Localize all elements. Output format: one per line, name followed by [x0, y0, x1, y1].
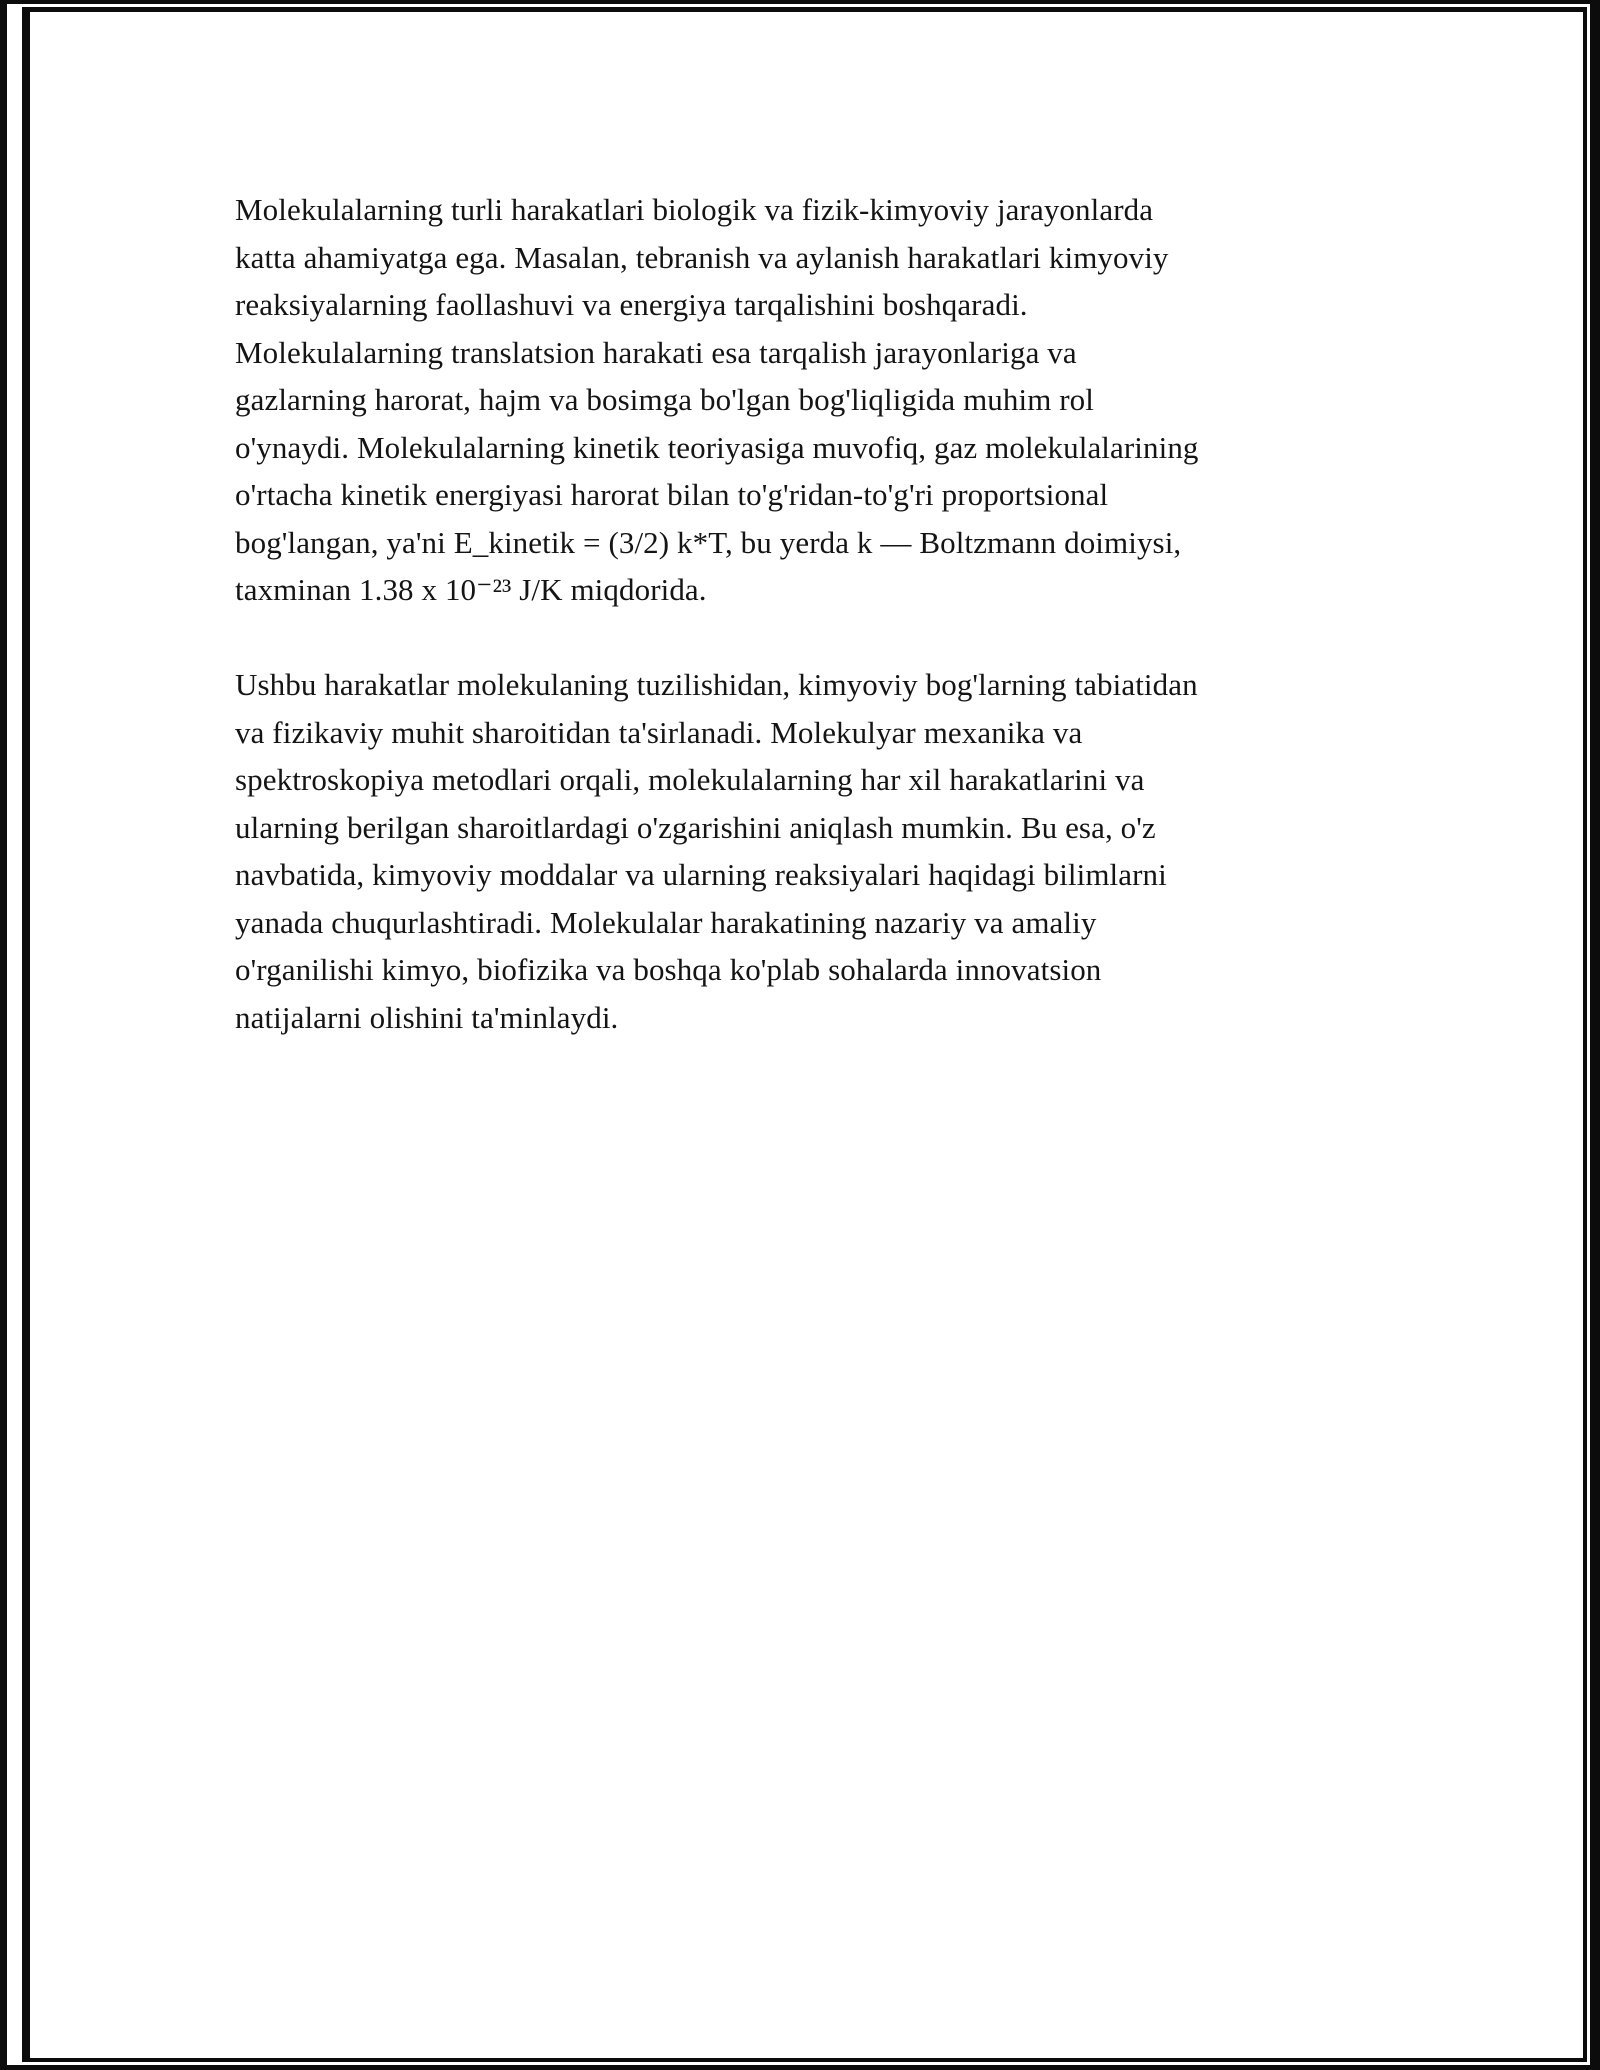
text-line: ularning berilgan sharoitlardagi o'zgarishini aniqlash mumkin. Bu esa, o'z: [235, 809, 1156, 845]
text-line: Molekulalarning turli harakatlari biologik va fizik-kimyoviy jarayonlarda: [235, 192, 1154, 227]
text-line: gazlarning harorat, hajm va bosimga bo'lgan bog'liqligida muhim rol: [235, 382, 1094, 417]
text-line: reaksiyalarning faollashuvi va energiya tarqalishini boshqaradi.: [235, 287, 1028, 322]
text-line: navbatida, kimyoviy moddalar va ularning reaksiyalari haqidagi bilimlarni: [235, 857, 1167, 892]
text-line: Molekulalarning translatsion harakati esa tarqalish jarayonlariga va: [235, 334, 1077, 370]
text-line: yanada chuqurlashtiradi. Molekulalar harakatining nazariy va amaliy: [235, 904, 1097, 940]
text-line: va fizikaviy muhit sharoitidan ta'sirlanadi. Molekulyar mexanika va: [235, 714, 1083, 750]
text-line-formula: bog'langan, ya'ni E_kinetik = (3/2) k*T, bu yerda k — Boltzmann doimiysi,: [235, 524, 1182, 560]
paragraph-1: [235, 186, 1495, 614]
document-content: [235, 186, 1495, 1041]
text-line: spektroskopiya metodlari orqali, molekulalarning har xil harakatlarini va: [235, 762, 1145, 797]
text-line: o'rtacha kinetik energiyasi harorat bilan to'g'ridan-to'g'ri proportsional: [235, 477, 1109, 512]
paragraph-2: [235, 661, 1495, 1041]
text-line: natijalarni olishini ta'minlaydi.: [235, 999, 619, 1035]
text-line: katta ahamiyatga ega. Masalan, tebranish va aylanish harakatlari kimyoviy: [235, 239, 1169, 275]
text-line: o'rganilishi kimyo, biofizika va boshqa ko'plab sohalarda innovatsion: [235, 952, 1102, 987]
text-line: o'ynaydi. Molekulalarning kinetik teoriyasiga muvofiq, gaz molekulalarining: [235, 429, 1199, 465]
text-line-formula: taxminan 1.38 x 10⁻²³ J/K miqdorida.: [235, 572, 707, 607]
text-line: Ushbu harakatlar molekulaning tuzilishidan, kimyoviy bog'larning tabiatidan: [235, 667, 1198, 702]
